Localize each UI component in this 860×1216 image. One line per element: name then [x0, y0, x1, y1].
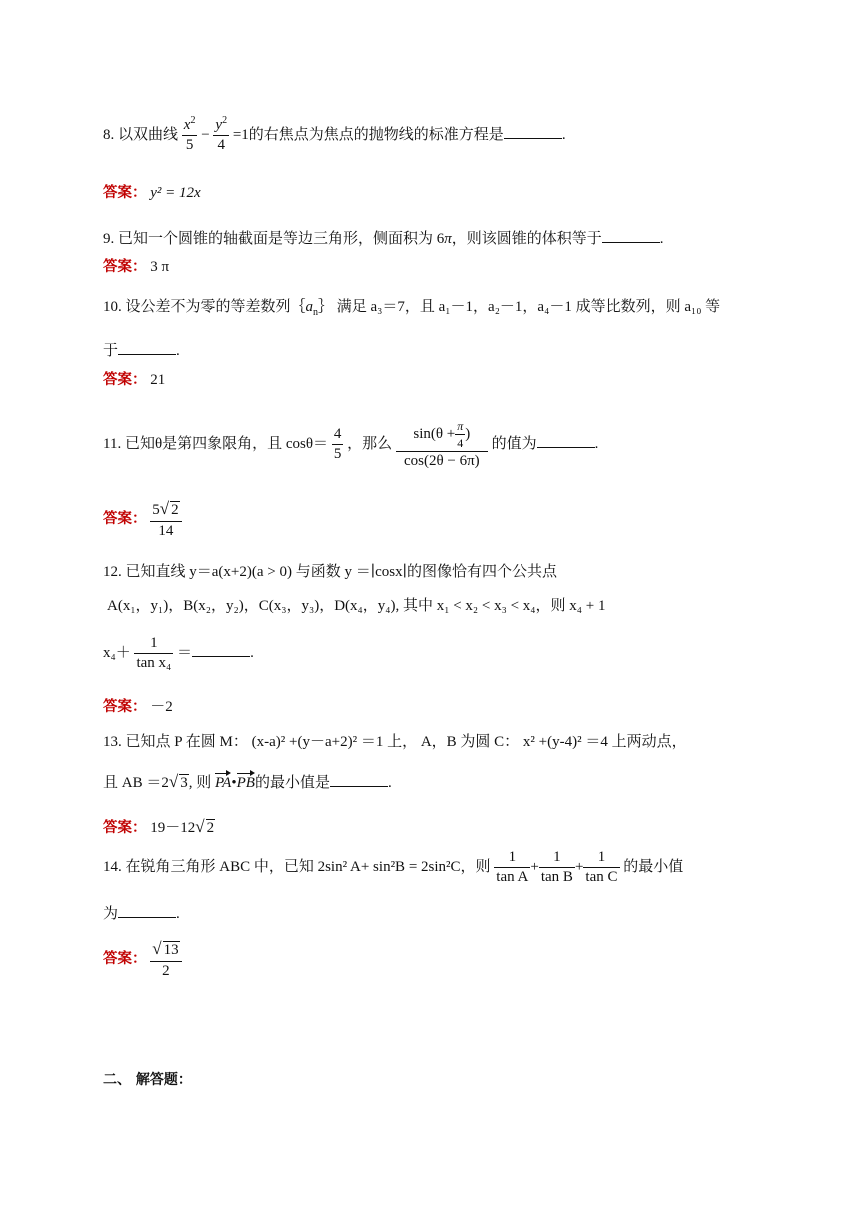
answer-blank	[330, 772, 388, 787]
q11-frac-num: 4	[333, 426, 342, 442]
q14-f2-den: tan B	[540, 869, 573, 885]
q11-big-num-close: )	[465, 425, 471, 442]
question-12-line-1	[103, 565, 557, 580]
q11-big-den: cos(2θ − 6π)	[396, 451, 488, 469]
q14-f1-num: 1	[508, 849, 517, 865]
q9-pi: π	[444, 231, 452, 247]
question-10-line-1	[103, 299, 721, 318]
answer-9-value: 3 π	[150, 259, 170, 275]
question-12-line-3	[103, 636, 254, 671]
answer-blank	[118, 340, 176, 355]
q11-frac-den: 5	[333, 446, 342, 462]
q10-an: a	[305, 299, 314, 315]
question-10-line-2	[103, 340, 180, 359]
question-14-line-1	[103, 850, 683, 885]
question-13-line-2: 且 AB ＝2√ 3, 则 PA•PB的最小值是 .	[103, 772, 392, 791]
q9-prefix: 9. 已知一个圆锥的轴截面是等边三角形，侧面积为 6	[103, 231, 445, 247]
q8-frac-x: $\frac{x^2}{5}$	[183, 115, 196, 153]
question-8	[103, 115, 566, 153]
q14-f3-num: 1	[597, 849, 606, 865]
answer-11	[103, 500, 182, 539]
answer-10-value: 21	[150, 372, 166, 388]
q12-frac	[134, 636, 173, 671]
q12-frac-num: 1	[150, 635, 158, 651]
q8-suffix: 的右焦点为焦点的抛物线的标准方程是	[248, 127, 504, 143]
q12-line1: 12. 已知直线 y＝a(x+2)(a > 0) 与函数 y ＝∣cosx∣的图像恰有四个公共点	[103, 564, 557, 580]
q14-f3-den: tan C	[585, 869, 618, 885]
q14-frac-b	[539, 850, 575, 885]
q11-big-num	[396, 420, 488, 451]
answer-12	[103, 700, 173, 715]
q10-line2: 于	[103, 343, 119, 359]
q13-line2-mid: , 则	[188, 775, 212, 791]
vector-pb: PB	[236, 775, 255, 791]
q9-end: .	[659, 231, 664, 247]
section-heading: 二、 解答题：	[103, 1072, 192, 1088]
answer-14-frac	[150, 940, 181, 979]
q14-plus-2: +	[574, 859, 584, 875]
answer-label: 答案：	[103, 185, 147, 201]
q12-end: .	[250, 644, 254, 661]
q8-prefix: 8. 以双曲线	[103, 127, 179, 143]
vector-pa: PA	[214, 775, 232, 791]
answer-blank	[192, 642, 250, 657]
q13-line2-suffix: 的最小值是	[254, 775, 330, 791]
answer-11-num-coef: 5	[152, 502, 160, 518]
answer-label: 答案：	[103, 372, 147, 388]
answer-9	[103, 260, 169, 275]
q8-end: .	[561, 126, 566, 143]
question-14-line-2	[103, 903, 180, 922]
q14-frac-c	[583, 850, 619, 885]
question-13-line-1	[103, 735, 687, 750]
q13-line2-prefix: 且 AB ＝2	[103, 775, 169, 791]
answer-10	[103, 373, 165, 388]
q14-f1-den: tan A	[496, 869, 529, 885]
q11-pi-den: 4	[455, 434, 465, 449]
q12-frac-den: tan x₄	[136, 655, 172, 671]
answer-label: 答案：	[103, 951, 147, 967]
q12-line3-suffix: ＝	[177, 645, 193, 661]
q11-pi-num: π	[457, 419, 464, 433]
q13-line1: 13. 已知点 P 在圆 M： (x-a)² +(y－a+2)² ＝1 上， A，B 为圆 C： x² +(y-4)² ＝4 上两动点，	[103, 734, 687, 750]
q12-line2: A(x₁，y₁)，B(x₂，y₂)，C(x₃，y₃)，D(x₄，y₄), 其中 x₁ < x₂ < x₃ < x₄，则 x₄ + 1	[107, 598, 606, 614]
answer-label: 答案：	[103, 820, 147, 836]
answer-8-value: y² = 12x	[150, 185, 201, 201]
q11-mid: ，那么	[347, 436, 393, 452]
answer-13: 答案： 19－12√ 2	[103, 817, 215, 836]
q14-frac-a	[494, 850, 530, 885]
q14-prefix: 14. 在锐角三角形 ABC 中，已知 2sin² A+ sin²B = 2sin²C，则	[103, 859, 491, 875]
answer-8	[103, 186, 201, 201]
q14-line2: 为	[103, 906, 119, 922]
q11-end: .	[594, 435, 599, 452]
answer-14-den: 2	[150, 961, 181, 979]
q10-end: .	[176, 343, 180, 359]
q12-line3-prefix: x₄＋	[103, 645, 131, 661]
answer-14	[103, 940, 182, 979]
answer-label: 答案：	[103, 699, 147, 715]
answer-blank	[537, 433, 595, 448]
q8-eq-tail: =1	[232, 127, 249, 143]
q14-plus-1: +	[530, 859, 539, 875]
q14-end: .	[176, 906, 180, 922]
answer-12-value: －2	[150, 699, 173, 715]
answer-14-rad: 13	[163, 942, 179, 958]
q11-big-num-text: sin(θ +	[413, 425, 456, 442]
q9-suffix: ，则该圆锥的体积等于	[451, 231, 602, 247]
answer-blank	[118, 903, 176, 918]
q11-big-frac	[396, 420, 488, 469]
answer-label: 答案：	[103, 259, 147, 275]
answer-11-den: 14	[150, 521, 181, 539]
q13-rad: 3	[180, 775, 188, 791]
answer-14-num: √ 13	[152, 939, 179, 958]
question-11	[103, 420, 598, 469]
q8-frac-y: $\frac{y^2}{4}$	[215, 115, 228, 153]
q14-f2-num: 1	[553, 849, 561, 865]
answer-13-value-prefix: 19－12	[150, 820, 196, 836]
q10-an-sub: n	[313, 307, 319, 318]
question-9	[103, 228, 664, 247]
answer-label: 答案：	[103, 511, 147, 527]
q11-frac-cos	[332, 427, 344, 462]
answer-blank	[602, 228, 660, 243]
answer-blank	[504, 124, 562, 139]
answer-11-num: 5√ 2	[152, 499, 179, 518]
answer-11-num-rad: 2	[171, 502, 179, 518]
q13-dot: •	[231, 775, 237, 791]
q11-pi-frac	[455, 420, 465, 449]
q11-suffix: 的值为	[491, 436, 537, 452]
q13-end: .	[387, 775, 392, 791]
question-12-line-2	[107, 599, 605, 614]
q11-prefix: 11. 已知θ是第四象限角，且 cosθ＝	[103, 436, 329, 452]
q8-minus: −	[201, 127, 210, 143]
q14-suffix: 的最小值	[623, 859, 684, 875]
answer-11-frac	[150, 500, 181, 539]
answer-13-rad: 2	[206, 820, 215, 836]
q10-line1: 10. 设公差不为零的等差数列｛	[103, 299, 306, 315]
q10-line1b: ｝ 满足 a₃＝7，且 a₁－1，a₂－1，a₄－1 成等比数列，则 a₁₀ 等	[318, 299, 721, 315]
